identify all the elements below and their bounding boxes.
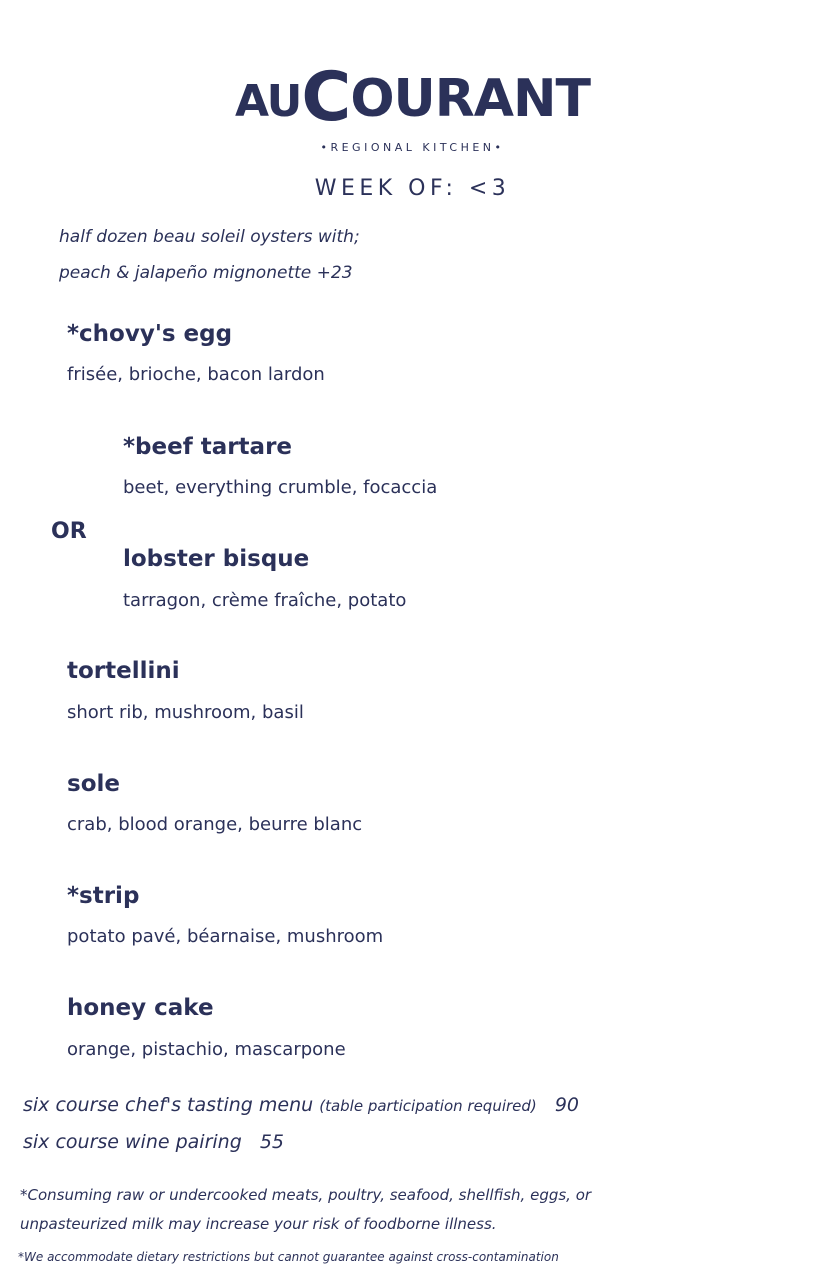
course-2-desc: beet, everything crumble, focaccia [123, 477, 438, 498]
course-2-title: *beef tartare [123, 434, 293, 460]
course-5-title: sole [67, 771, 120, 797]
logo-au: AU [234, 76, 302, 127]
course-4-title: tortellini [67, 658, 180, 684]
consumption-warning-line-1: *Consuming raw or undercooked meats, poultry, seafood, shellfish, eggs, or [20, 1186, 592, 1204]
dietary-note: *We accommodate dietary restrictions but cannot guarantee against cross-contamination [18, 1250, 559, 1264]
wine-pairing-label: six course wine pairing [23, 1131, 242, 1153]
oyster-line-1: half dozen beau soleil oysters with; [59, 227, 360, 247]
course-5-desc: crab, blood orange, beurre blanc [67, 814, 363, 835]
tasting-menu-note: (table participation required) [319, 1097, 537, 1115]
course-3-desc: tarragon, crème fraîche, potato [123, 590, 407, 611]
logo-rest: OURANT [350, 69, 591, 129]
course-1-desc: frisée, brioche, bacon lardon [67, 364, 325, 385]
course-6-title: *strip [67, 883, 140, 909]
logo-tagline: •REGIONAL KITCHEN• [320, 141, 505, 154]
tasting-menu-label: six course chef's tasting menu [23, 1094, 314, 1116]
restaurant-logo [0, 58, 825, 137]
or-label: OR [51, 519, 87, 544]
wine-pairing-price: 55 [259, 1131, 285, 1153]
wine-pairing-line [23, 1133, 284, 1152]
oyster-line-2: peach & jalapeño mignonette +23 [59, 263, 353, 283]
tasting-menu-price: 90 [554, 1094, 579, 1116]
course-3-title: lobster bisque [123, 546, 310, 572]
course-7-desc: orange, pistachio, mascarpone [67, 1039, 346, 1060]
logo-c: C [301, 58, 351, 137]
consumption-warning-line-2: unpasteurized milk may increase your risk of foodborne illness. [20, 1215, 497, 1233]
course-6-desc: potato pavé, béarnaise, mushroom [67, 926, 384, 947]
course-1-title: *chovy's egg [67, 321, 233, 347]
course-4-desc: short rib, mushroom, basil [67, 702, 304, 723]
course-7-title: honey cake [67, 995, 214, 1021]
week-heading: WEEK OF: <3 [314, 176, 511, 201]
tasting-menu-line [23, 1096, 579, 1115]
